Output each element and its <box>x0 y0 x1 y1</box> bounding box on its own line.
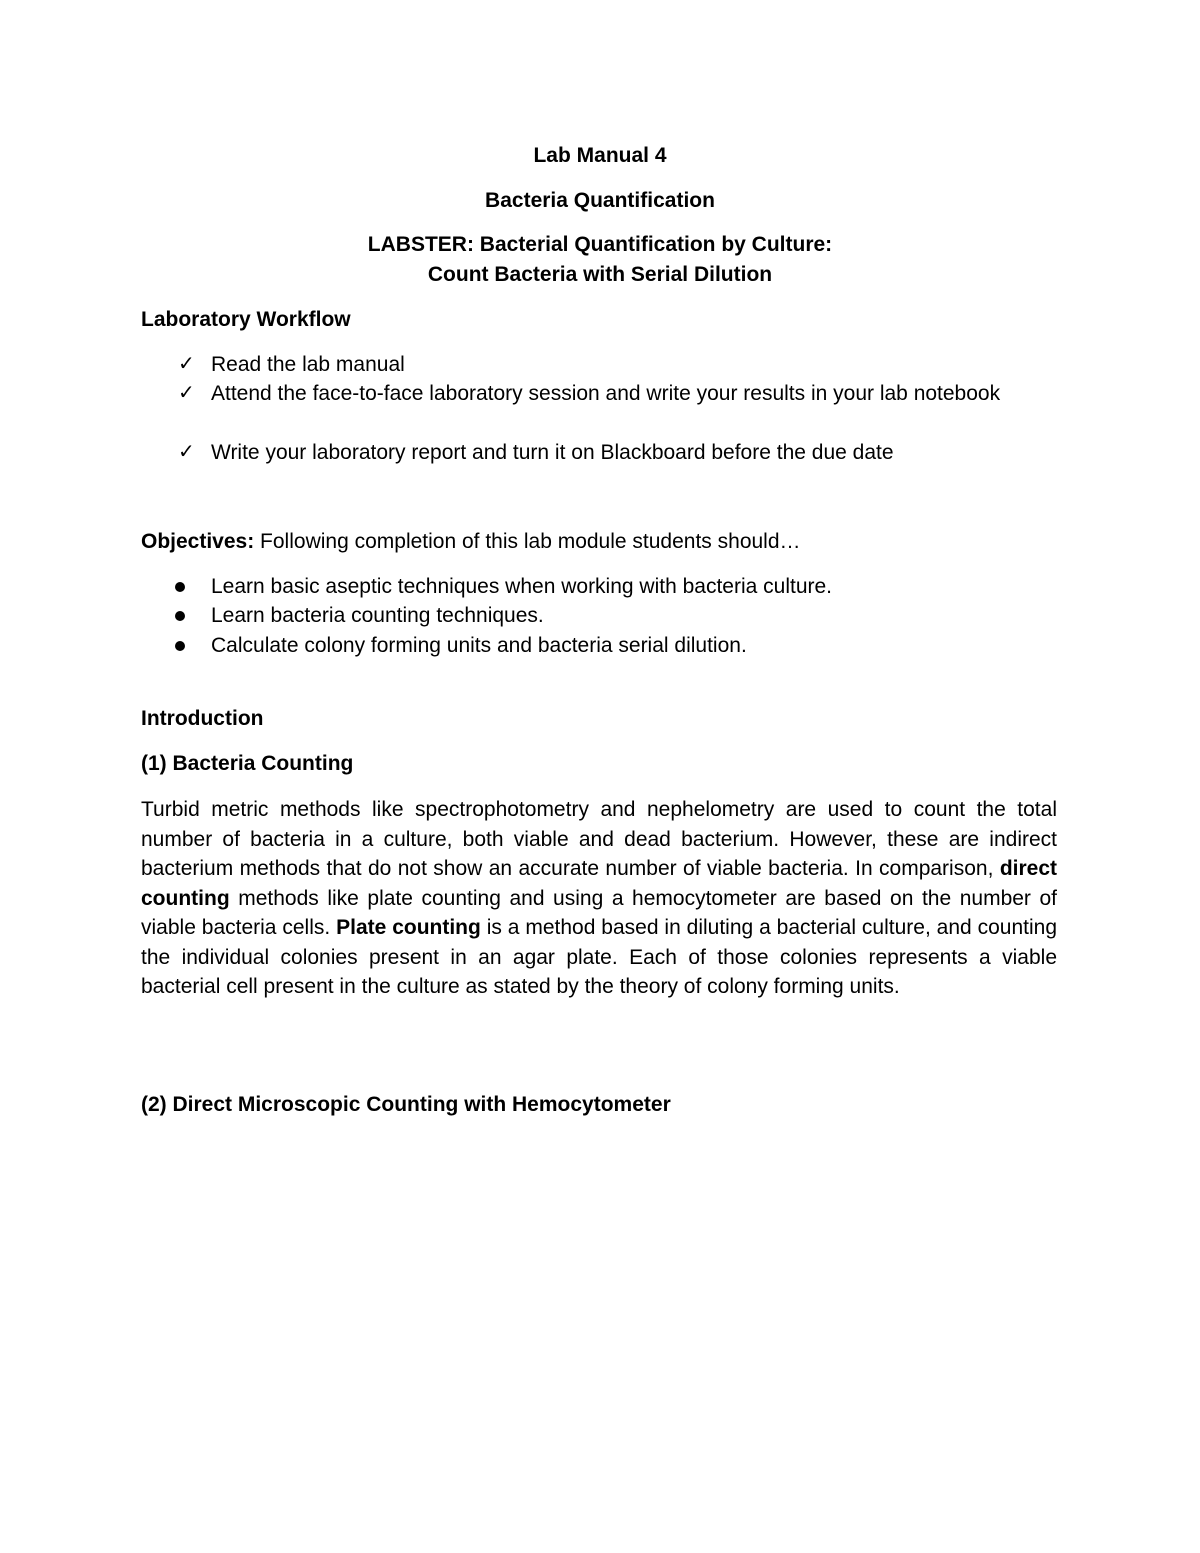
bullet-icon <box>175 582 185 592</box>
objective-item: Calculate colony forming units and bacteria serial dilution. <box>211 634 747 657</box>
objectives-label: Objectives: <box>141 530 255 553</box>
topic-title: Bacteria Quantification <box>485 189 715 212</box>
checkmark-icon: ✓ <box>178 441 195 463</box>
objectives-intro <box>141 527 801 557</box>
workflow-heading: Laboratory Workflow <box>141 308 351 331</box>
checkmark-icon: ✓ <box>178 353 195 375</box>
bacteria-counting-paragraph <box>141 795 1057 1002</box>
bullet-icon <box>175 641 185 651</box>
introduction-heading: Introduction <box>141 707 264 730</box>
workflow-item: Attend the face-to-face laboratory session and write your results in your lab notebook <box>211 382 1001 405</box>
paragraph-text: Turbid metric methods like spectrophotometry and nephelometry are used to count the total number of bacteria in a culture, both viable and dead bacterium. However, these are indirect bacterium methods that do not show an accurate number of viable bacteria. In comparison, <box>141 798 1057 880</box>
direct-counting-term: direct counting <box>141 857 1057 910</box>
workflow-item: Read the lab manual <box>211 353 405 376</box>
hemocytometer-heading: (2) Direct Microscopic Counting with Hemocytometer <box>141 1093 671 1116</box>
objective-item: Learn basic aseptic techniques when working with bacteria culture. <box>211 575 833 598</box>
objectives-text: Following completion of this lab module students should… <box>254 530 801 553</box>
plate-counting-term: Plate counting <box>336 916 481 939</box>
bullet-icon <box>175 611 185 621</box>
lab-manual-title: Lab Manual 4 <box>533 144 667 167</box>
bacteria-counting-heading: (1) Bacteria Counting <box>141 752 354 775</box>
objective-item: Learn bacteria counting techniques. <box>211 604 544 627</box>
workflow-item: Write your laboratory report and turn it on Blackboard before the due date <box>211 441 894 464</box>
checkmark-icon: ✓ <box>178 382 195 404</box>
paragraph-text: is a method based in diluting a bacterial culture, and counting the individual colonies present in an agar plate. Each of those colonies represents a viable bacterial cell present in the culture as stated by the theory of colony forming units. <box>141 916 1057 998</box>
paragraph-text: methods like plate counting and using a hemocytometer are based on the number of viable bacteria cells. <box>141 886 1057 939</box>
labster-title-line2: Count Bacteria with Serial Dilution <box>427 263 773 286</box>
labster-title-line1: LABSTER: Bacterial Quantification by Culture: <box>367 233 833 256</box>
